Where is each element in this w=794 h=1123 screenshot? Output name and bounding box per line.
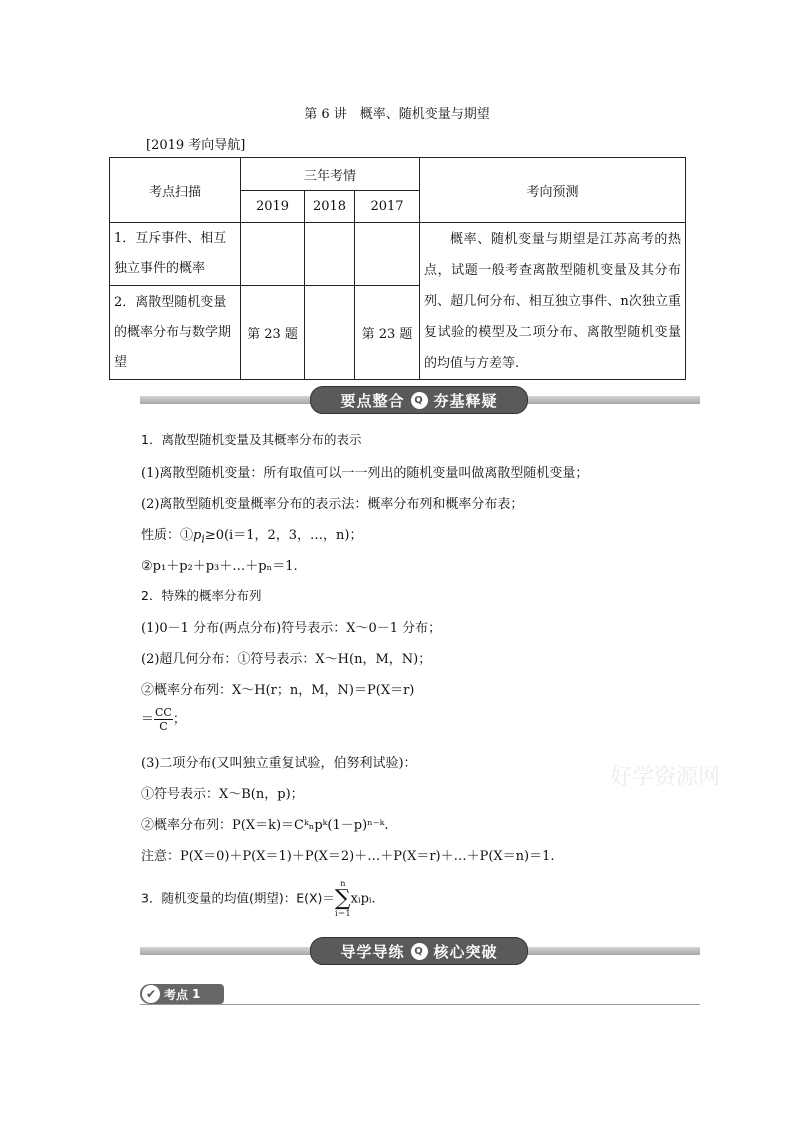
banner-pill — [310, 937, 528, 965]
table-row-topic: 2．离散型随机变量的概率分布与数学期望 — [110, 286, 241, 380]
s3-suffix: xᵢpᵢ. — [350, 891, 376, 907]
s2-fraction-line — [141, 706, 186, 733]
s1-prop-rest: ≥0(i＝1，2，3，…，n)； — [204, 528, 363, 543]
sum-bottom: i＝1 — [334, 909, 351, 918]
table-row-topic: 1．互斥事件、相互独立事件的概率 — [110, 223, 241, 286]
s1-line-2: (2)离散型随机变量概率分布的表示法：概率分布列和概率分布表； — [141, 497, 524, 512]
section-banner-2 — [140, 937, 700, 965]
year-2019: 2019 — [241, 191, 305, 223]
frac-suffix: ； — [172, 712, 186, 727]
banner-left-text: 导学导练 — [340, 942, 405, 961]
watermark: 好学资源网 — [610, 765, 721, 790]
s2-note: 注意：P(X＝0)＋P(X＝1)＋P(X＝2)＋…＋P(X＝r)＋…＋P(X＝n)＝1. — [141, 849, 555, 864]
summation — [335, 880, 351, 918]
kaodian-number: 1 — [192, 987, 201, 1001]
s2-line-7: ②概率分布列：P(X＝k)＝Cᵏₙpᵏ(1－p)ⁿ⁻ᵏ. — [141, 818, 389, 833]
exam-table — [109, 157, 686, 380]
banner-right-text: 核心突破 — [433, 942, 498, 961]
table-cell — [305, 223, 355, 286]
sigma-icon: ∑ — [334, 886, 351, 911]
s1-prop-prefix: 性质：① — [141, 528, 194, 543]
prediction-text: 概率、随机变量与期望是江苏高考的热点，试题一般考查离散型随机变量及其分布列、超几何分布、相互独立事件、n次独立重复试验的模型及二项分布、离散型随机变量的均值与方差等. — [420, 223, 686, 380]
table-cell — [355, 223, 420, 286]
frac-num: CC — [155, 706, 172, 719]
banner-left-text: 要点整合 — [340, 391, 405, 410]
s3-prefix: 3．随机变量的均值(期望)：E(X)＝ — [141, 890, 335, 906]
header-scan: 考点扫描 — [110, 158, 241, 223]
sum-top: n — [340, 879, 346, 888]
banner-pill — [310, 386, 528, 414]
table-cell — [305, 286, 355, 380]
s1-property-2: ②p₁＋p₂＋p₃＋…＋pₙ＝1. — [141, 559, 298, 574]
page-title: 第 6 讲 概率、随机变量与期望 — [304, 107, 490, 122]
header-years-group: 三年考情 — [241, 158, 420, 191]
s1-property-1: 性质：$①p_i\ge 0(i=1$，2，3，…，n)； — [141, 528, 363, 546]
section-3-line — [141, 880, 376, 918]
check-icon: ✔ — [142, 985, 160, 1003]
s2-line-6: ①符号表示：X～B(n，p)； — [141, 787, 304, 802]
s2-line-1: (1)0－1 分布(两点分布)符号表示：X～0－1 分布； — [141, 621, 442, 636]
banner-right-text: 夯基释疑 — [433, 391, 498, 410]
kaodian-line — [140, 1004, 700, 1005]
s2-line-5: (3)二项分布(又叫独立重复试验，伯努利试验)： — [141, 756, 417, 771]
badge-icon: Q — [411, 943, 428, 960]
badge-icon: Q — [411, 392, 428, 409]
s2-line-3: ②概率分布列：X～H(r；n，M，N)＝P(X＝r) — [141, 683, 415, 698]
table-cell: 第 23 题 — [355, 286, 420, 380]
section-banner-1 — [140, 386, 700, 414]
header-predict: 考向预测 — [420, 158, 686, 223]
guide-label: [2019 考向导航] — [146, 138, 246, 153]
s2-line-2: (2)超几何分布：①符号表示：X～H(n，M，N)； — [141, 652, 432, 667]
section-2-title: 2．特殊的概率分布列 — [141, 588, 262, 603]
year-2018: 2018 — [305, 191, 355, 223]
kaodian-label: 考点 — [164, 987, 189, 1002]
table-cell — [241, 223, 305, 286]
s1-line-1: (1)离散型随机变量：所有取值可以一一列出的随机变量叫做离散型随机变量； — [141, 466, 589, 481]
table-cell: 第 23 题 — [241, 286, 305, 380]
year-2017: 2017 — [355, 191, 420, 223]
kaodian-heading — [140, 984, 700, 1006]
frac-den: C — [159, 720, 168, 733]
section-1-title: 1．离散型随机变量及其概率分布的表示 — [141, 432, 362, 447]
kaodian-tag — [140, 984, 224, 1004]
fraction — [154, 706, 173, 733]
frac-prefix: ＝ — [141, 712, 155, 727]
